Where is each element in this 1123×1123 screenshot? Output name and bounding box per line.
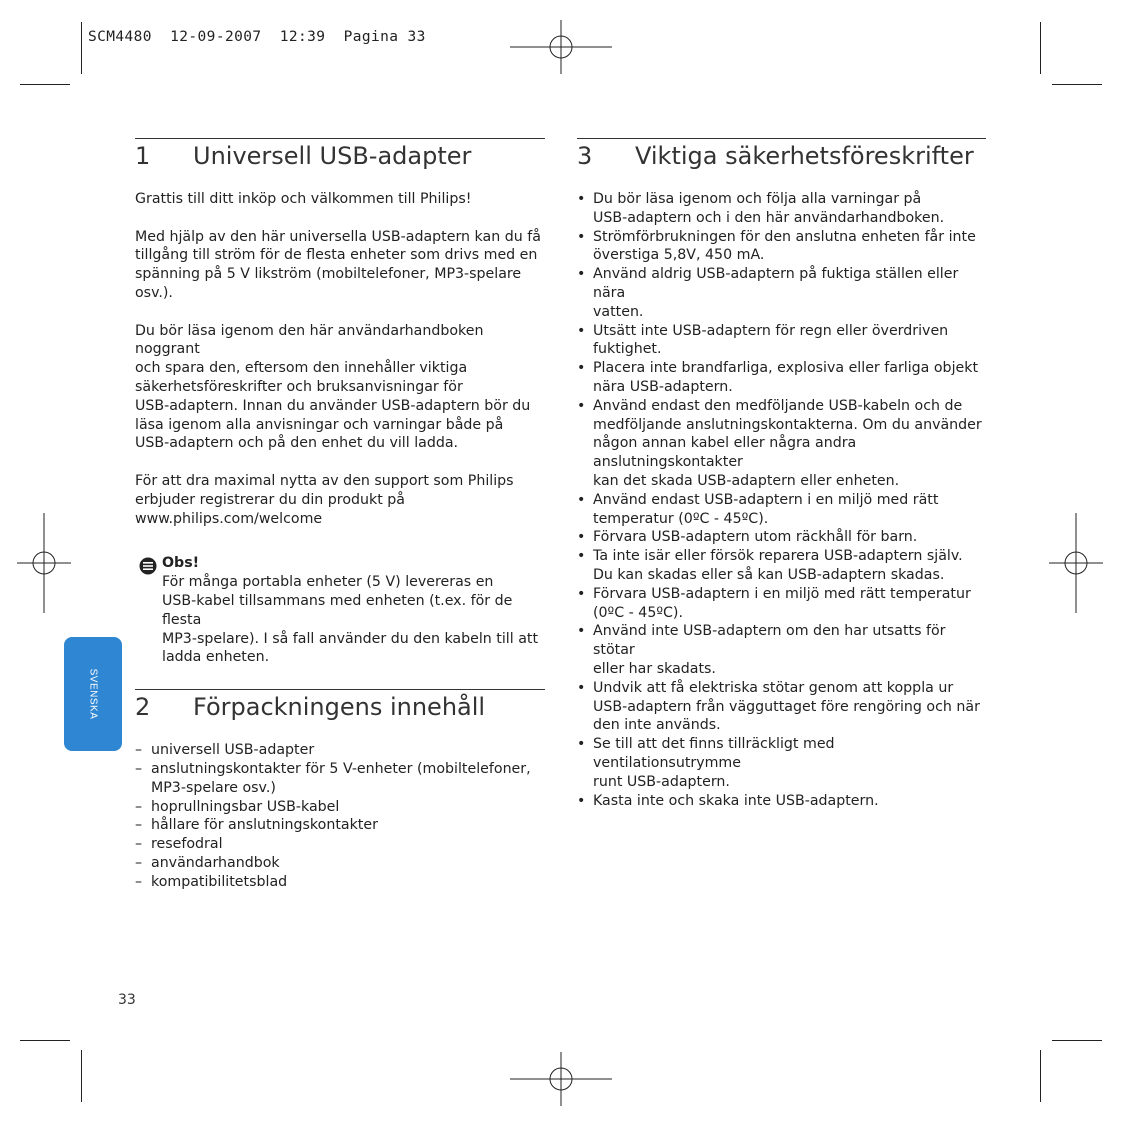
section-number: 1 xyxy=(135,142,151,170)
text-line: USB-adaptern från vägguttaget före rengöring och när xyxy=(593,698,980,715)
list-marker: • xyxy=(577,736,586,753)
list-item xyxy=(577,322,986,360)
text-line: resefodral xyxy=(151,836,223,853)
list-marker: • xyxy=(577,548,586,565)
list-marker: • xyxy=(577,191,586,207)
section-number: 2 xyxy=(135,693,151,722)
text-line: Du bör läsa igenom den här användarhandboken noggrant xyxy=(135,322,484,358)
registration-mark-top xyxy=(510,20,612,74)
text-line: Undvik att få elektriska stötar genom att koppla ur xyxy=(593,679,954,696)
list-marker: – xyxy=(135,836,143,853)
text-line: ladda enheten. xyxy=(162,649,270,666)
list-item xyxy=(577,547,986,585)
text-line: erbjuder registrerar du din produkt på xyxy=(135,491,405,508)
note-box xyxy=(135,554,545,667)
paragraph xyxy=(135,190,545,209)
text-line: eller har skadats. xyxy=(593,660,716,677)
list-marker: – xyxy=(135,873,143,890)
text-line: Med hjälp av den här universella USB-adaptern kan du få xyxy=(135,228,541,245)
text-line: användarhandbok xyxy=(151,854,280,871)
text-line: (0ºC - 45ºC). xyxy=(593,604,683,621)
text-line: temperatur (0ºC - 45ºC). xyxy=(593,510,769,527)
crop-mark xyxy=(1052,1040,1102,1041)
list-item xyxy=(135,760,545,798)
list-marker: • xyxy=(577,322,586,339)
list-marker: • xyxy=(577,792,586,809)
text-line: Kasta inte och skaka inte USB-adaptern. xyxy=(593,792,879,809)
text-line: vatten. xyxy=(593,303,644,320)
package-contents-list xyxy=(135,741,545,891)
safety-list xyxy=(577,190,986,810)
text-line: och spara den, eftersom den innehåller viktiga xyxy=(135,360,468,377)
section-title: Viktiga säkerhetsföreskrifter xyxy=(635,142,974,170)
text-line: Använd endast den medföljande USB-kabeln och de xyxy=(593,397,963,414)
text-line: USB-adaptern och i den här användarhandboken. xyxy=(593,209,945,226)
list-marker: • xyxy=(577,397,586,414)
section-number: 3 xyxy=(577,142,593,170)
section-title: Universell USB-adapter xyxy=(193,142,472,170)
text-line: Använd endast USB-adaptern i en miljö med rätt xyxy=(593,491,939,508)
list-marker: • xyxy=(577,491,586,508)
list-item xyxy=(135,741,545,760)
text-line: Grattis till ditt inköp och välkommen till Philips! xyxy=(135,191,472,207)
text-line: USB-kabel tillsammans med enheten (t.ex. för de flesta xyxy=(162,592,513,628)
list-marker: • xyxy=(577,228,586,245)
list-item xyxy=(135,873,545,892)
crop-mark xyxy=(1040,1050,1041,1102)
text-line: Du kan skadas eller så kan USB-adaptern skadas. xyxy=(593,566,945,583)
list-marker: • xyxy=(577,585,586,602)
text-line: USB-adaptern. Innan du använder USB-adaptern bör du xyxy=(135,397,531,414)
text-line: www.philips.com/welcome xyxy=(135,510,323,527)
section-2-heading xyxy=(135,689,545,721)
list-item xyxy=(135,854,545,873)
crop-mark xyxy=(81,1050,82,1102)
text-line: hoprullningsbar USB-kabel xyxy=(151,798,340,815)
text-line: fuktighet. xyxy=(593,341,662,358)
crop-mark xyxy=(20,1040,70,1041)
section-1-heading xyxy=(135,138,545,170)
list-item xyxy=(577,397,986,491)
language-tab-label: SVENSKA xyxy=(87,668,99,720)
text-line: nära USB-adaptern. xyxy=(593,378,733,395)
registration-mark-right xyxy=(1049,513,1103,613)
paragraph xyxy=(135,228,545,303)
list-marker: – xyxy=(135,854,143,871)
list-item xyxy=(577,265,986,321)
text-line: USB-adaptern och på den enhet du vill ladda. xyxy=(135,435,459,452)
list-item xyxy=(577,228,986,266)
list-item xyxy=(577,792,986,811)
right-column xyxy=(577,138,986,810)
list-item xyxy=(577,735,986,791)
note-text xyxy=(162,573,545,667)
list-marker: • xyxy=(577,679,586,696)
text-line: Utsätt inte USB-adaptern för regn eller överdriven xyxy=(593,322,949,339)
text-line: För många portabla enheter (5 V) levereras en xyxy=(162,574,494,591)
section-title: Förpackningens innehåll xyxy=(193,693,486,722)
text-line: Strömförbrukningen för den anslutna enheten får inte xyxy=(593,228,976,245)
crop-mark xyxy=(1052,84,1102,85)
section-1-body xyxy=(135,190,545,528)
list-marker: • xyxy=(577,266,586,283)
text-line: Placera inte brandfarliga, explosiva eller farliga objekt xyxy=(593,360,979,377)
text-line: Förvara USB-adaptern i en miljö med rätt temperatur xyxy=(593,585,971,602)
left-column xyxy=(135,138,545,892)
text-line: MP3-spelare osv.) xyxy=(151,779,276,796)
list-marker: • xyxy=(577,529,586,546)
list-marker: • xyxy=(577,623,586,640)
list-marker: – xyxy=(135,817,143,834)
language-tab xyxy=(64,637,122,751)
list-item xyxy=(577,585,986,623)
text-line: säkerhetsföreskrifter och bruksanvisningar för xyxy=(135,378,463,395)
text-line: överstiga 5,8V, 450 mA. xyxy=(593,247,765,264)
text-line: MP3-spelare). I så fall använder du den kabeln till att xyxy=(162,630,539,647)
text-line: För att dra maximal nytta av den support som Philips xyxy=(135,472,514,489)
list-marker: – xyxy=(135,798,143,815)
note-title: Obs! xyxy=(162,555,200,572)
text-line: kan det skada USB-adaptern eller enheten. xyxy=(593,472,900,489)
text-line: någon annan kabel eller några andra anslutningskontakter xyxy=(593,435,857,471)
paragraph xyxy=(135,322,545,454)
text-line: kompatibilitetsblad xyxy=(151,873,288,890)
text-line: läsa igenom alla anvisningar och varningar både på xyxy=(135,416,504,433)
text-line: Du bör läsa igenom och följa alla varningar på xyxy=(593,191,922,207)
text-line: Använd inte USB-adaptern om den har utsatts för stötar xyxy=(593,623,946,659)
list-item xyxy=(577,528,986,547)
text-line: Använd aldrig USB-adaptern på fuktiga ställen eller nära xyxy=(593,266,959,301)
text-line: tillgång till ström för de flesta enheter som drivs med en xyxy=(135,247,538,264)
list-item xyxy=(577,491,986,529)
text-line: hållare för anslutningskontakter xyxy=(151,817,378,834)
list-item xyxy=(577,359,986,397)
registration-mark-bottom xyxy=(510,1052,612,1106)
list-marker: • xyxy=(577,360,586,377)
text-line: universell USB-adapter xyxy=(151,742,315,759)
text-line: den inte används. xyxy=(593,717,721,734)
page-number: 33 xyxy=(118,992,136,1008)
text-line: anslutningskontakter för 5 V-enheter (mobiltelefoner, xyxy=(151,760,531,777)
print-slug: SCM4480 12-09-2007 12:39 Pagina 33 xyxy=(88,29,426,45)
list-item xyxy=(577,679,986,735)
list-item xyxy=(135,835,545,854)
crop-mark xyxy=(81,22,82,74)
list-item xyxy=(577,622,986,678)
list-marker: – xyxy=(135,760,143,777)
registration-mark-left xyxy=(17,513,71,613)
crop-mark xyxy=(20,84,70,85)
list-marker: – xyxy=(135,742,143,759)
list-item xyxy=(135,798,545,817)
note-icon xyxy=(139,557,157,575)
text-line: spänning på 5 V likström (mobiltelefoner, MP3-spelare osv.). xyxy=(135,266,522,301)
list-item xyxy=(135,816,545,835)
text-line: Förvara USB-adaptern utom räckhåll för barn. xyxy=(593,529,918,546)
crop-mark xyxy=(1040,22,1041,74)
list-item xyxy=(577,190,986,228)
section-3-heading xyxy=(577,138,986,170)
text-line: medföljande anslutningskontakterna. Om du använder xyxy=(593,416,982,433)
text-line: Se till att det finns tillräckligt med ventilationsutrymme xyxy=(593,736,835,771)
text-line: runt USB-adaptern. xyxy=(593,773,730,790)
paragraph xyxy=(135,472,545,528)
text-line: Ta inte isär eller försök reparera USB-adaptern själv. xyxy=(593,548,963,565)
